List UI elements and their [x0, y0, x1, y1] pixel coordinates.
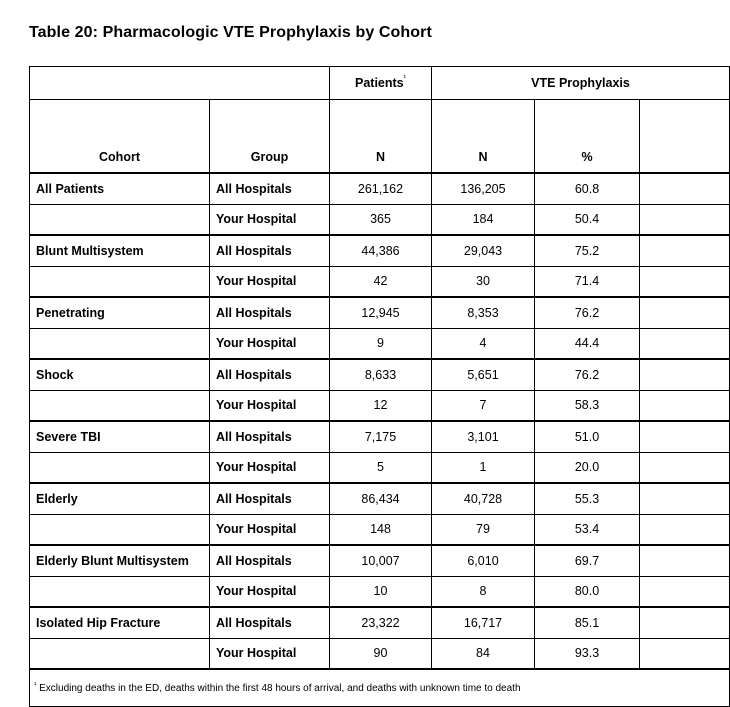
header-row-columns: [30, 100, 730, 174]
overflow-cell: [640, 390, 730, 421]
overflow-cell: [640, 328, 730, 359]
patients-n-cell: 10,007: [330, 545, 432, 576]
group-column-header: Group: [210, 100, 330, 174]
percent-cell: 76.2: [535, 297, 640, 328]
patients-n-cell: 7,175: [330, 421, 432, 452]
cohort-cell: Elderly Blunt Multisystem: [30, 545, 210, 576]
cohort-cell: [30, 390, 210, 421]
vte-n-cell: 40,728: [432, 483, 535, 514]
cohort-cell: Penetrating: [30, 297, 210, 328]
vte-prophylaxis-header: VTE Prophylaxis: [432, 67, 730, 100]
patients-n-cell: 90: [330, 638, 432, 669]
group-cell: All Hospitals: [210, 421, 330, 452]
overflow-cell: [640, 545, 730, 576]
table-row: [30, 328, 730, 359]
cohort-cell: [30, 204, 210, 235]
percent-column-header: %: [535, 100, 640, 174]
table-row: [30, 266, 730, 297]
vte-n-cell: 7: [432, 390, 535, 421]
group-cell: Your Hospital: [210, 390, 330, 421]
vte-n-cell: 84: [432, 638, 535, 669]
percent-cell: 93.3: [535, 638, 640, 669]
patients-n-cell: 86,434: [330, 483, 432, 514]
footnote-text: Excluding deaths in the ED, deaths within the first 48 hours of arrival, and deaths with unknown time to death: [39, 682, 521, 694]
table-row: [30, 545, 730, 576]
cohort-cell: [30, 452, 210, 483]
vte-n-cell: 4: [432, 328, 535, 359]
overflow-cell: [640, 638, 730, 669]
patients-n-cell: 8,633: [330, 359, 432, 390]
vte-n-cell: 8: [432, 576, 535, 607]
percent-cell: 80.0: [535, 576, 640, 607]
percent-cell: 71.4: [535, 266, 640, 297]
group-cell: All Hospitals: [210, 297, 330, 328]
group-cell: All Hospitals: [210, 483, 330, 514]
patients-n-cell: 44,386: [330, 235, 432, 266]
vte-n-cell: 3,101: [432, 421, 535, 452]
vte-n-cell: 136,205: [432, 173, 535, 204]
overflow-cell: [640, 235, 730, 266]
vte-n-cell: 79: [432, 514, 535, 545]
group-cell: Your Hospital: [210, 514, 330, 545]
overflow-cell: [640, 483, 730, 514]
table-row: [30, 173, 730, 204]
overflow-column-header: [640, 100, 730, 174]
vte-n-column-header: N: [432, 100, 535, 174]
vte-n-cell: 6,010: [432, 545, 535, 576]
group-cell: Your Hospital: [210, 638, 330, 669]
patients-n-cell: 23,322: [330, 607, 432, 638]
table-row: [30, 483, 730, 514]
footnote-row: [30, 669, 730, 707]
group-cell: All Hospitals: [210, 359, 330, 390]
cohort-cell: All Patients: [30, 173, 210, 204]
table-row: [30, 607, 730, 638]
overflow-cell: [640, 204, 730, 235]
group-cell: All Hospitals: [210, 607, 330, 638]
header-row-top: [30, 67, 730, 100]
table-row: [30, 390, 730, 421]
cohort-cell: [30, 514, 210, 545]
overflow-cell: [640, 452, 730, 483]
patients-n-cell: 12,945: [330, 297, 432, 328]
percent-cell: 50.4: [535, 204, 640, 235]
group-cell: Your Hospital: [210, 328, 330, 359]
group-cell: All Hospitals: [210, 545, 330, 576]
table-row: [30, 576, 730, 607]
patients-n-cell: 365: [330, 204, 432, 235]
percent-cell: 53.4: [535, 514, 640, 545]
overflow-cell: [640, 359, 730, 390]
table-row: [30, 235, 730, 266]
patients-n-cell: 10: [330, 576, 432, 607]
overflow-cell: [640, 173, 730, 204]
table-row: [30, 452, 730, 483]
patients-n-cell: 9: [330, 328, 432, 359]
overflow-cell: [640, 266, 730, 297]
group-cell: Your Hospital: [210, 452, 330, 483]
vte-n-cell: 29,043: [432, 235, 535, 266]
cohort-cell: [30, 328, 210, 359]
cohort-column-header: Cohort: [30, 100, 210, 174]
overflow-cell: [640, 607, 730, 638]
table-row: [30, 359, 730, 390]
vte-n-cell: 184: [432, 204, 535, 235]
vte-prophylaxis-table: [29, 66, 730, 707]
vte-n-cell: 1: [432, 452, 535, 483]
overflow-cell: [640, 421, 730, 452]
cohort-cell: [30, 638, 210, 669]
table-row: [30, 421, 730, 452]
table-row: [30, 514, 730, 545]
patients-header: Patients$^{^1}$: [330, 67, 432, 100]
percent-cell: 55.3: [535, 483, 640, 514]
percent-cell: 20.0: [535, 452, 640, 483]
patients-n-cell: 42: [330, 266, 432, 297]
cohort-cell: Blunt Multisystem: [30, 235, 210, 266]
cohort-cell: Elderly: [30, 483, 210, 514]
table-row: [30, 204, 730, 235]
overflow-cell: [640, 576, 730, 607]
percent-cell: 51.0: [535, 421, 640, 452]
table-row: [30, 297, 730, 328]
overflow-cell: [640, 297, 730, 328]
group-cell: Your Hospital: [210, 576, 330, 607]
cohort-cell: [30, 576, 210, 607]
vte-n-cell: 16,717: [432, 607, 535, 638]
overflow-cell: [640, 514, 730, 545]
percent-cell: 85.1: [535, 607, 640, 638]
table-container: [29, 66, 686, 694]
group-cell: Your Hospital: [210, 266, 330, 297]
cohort-cell: Shock: [30, 359, 210, 390]
vte-n-cell: 30: [432, 266, 535, 297]
vte-n-cell: 5,651: [432, 359, 535, 390]
table-title: Table 20: Pharmacologic VTE Prophylaxis by Cohort: [29, 24, 432, 41]
vte-n-cell: 8,353: [432, 297, 535, 328]
patients-n-cell: 148: [330, 514, 432, 545]
patients-footnote-marker: ¹: [403, 75, 406, 82]
footnote-cell: [30, 669, 730, 707]
group-cell: All Hospitals: [210, 173, 330, 204]
percent-cell: 60.8: [535, 173, 640, 204]
percent-cell: 44.4: [535, 328, 640, 359]
footnote-marker: ¹: [34, 681, 37, 689]
cohort-cell: [30, 266, 210, 297]
cohort-cell: Isolated Hip Fracture: [30, 607, 210, 638]
patients-n-cell: 5: [330, 452, 432, 483]
percent-cell: 69.7: [535, 545, 640, 576]
percent-cell: 76.2: [535, 359, 640, 390]
cohort-cell: Severe TBI: [30, 421, 210, 452]
table-row: [30, 638, 730, 669]
patients-n-column-header: N: [330, 100, 432, 174]
patients-n-cell: 12: [330, 390, 432, 421]
group-cell: Your Hospital: [210, 204, 330, 235]
patients-n-cell: 261,162: [330, 173, 432, 204]
percent-cell: 58.3: [535, 390, 640, 421]
percent-cell: 75.2: [535, 235, 640, 266]
header-blank-cell: [30, 67, 330, 100]
group-cell: All Hospitals: [210, 235, 330, 266]
